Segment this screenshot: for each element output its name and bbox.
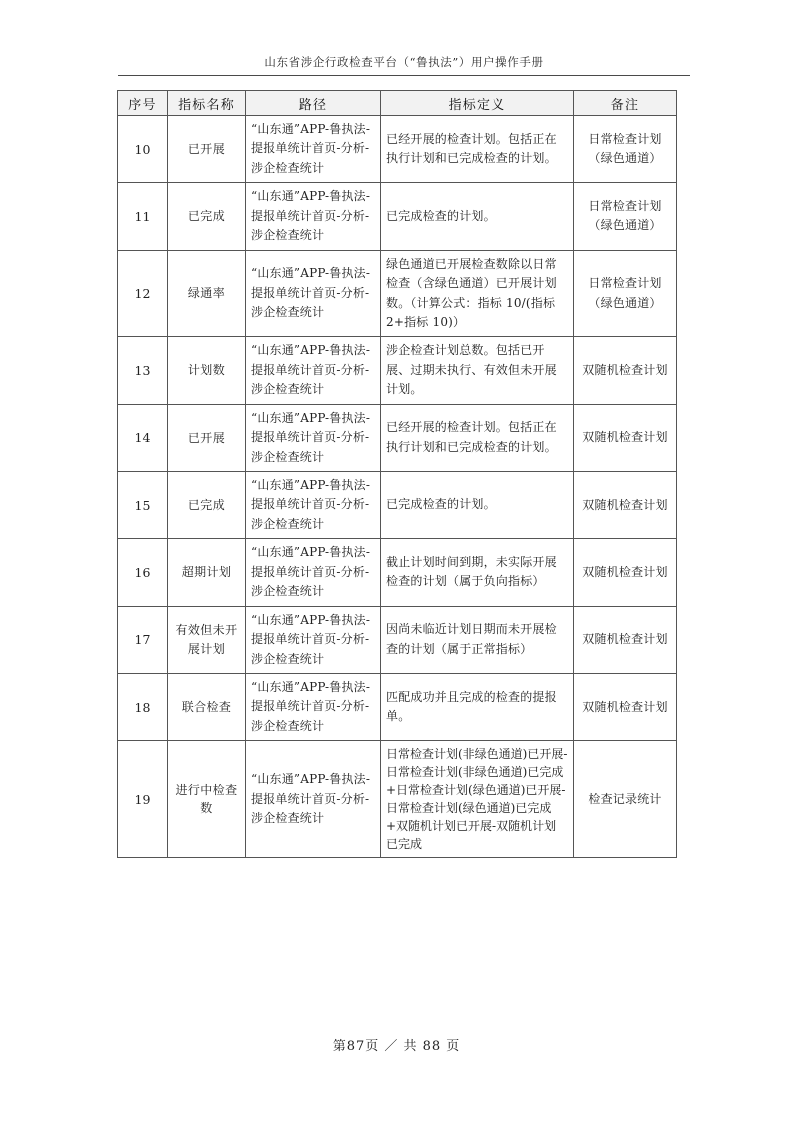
- cell-note: 日常检查计划（绿色通道）: [574, 250, 677, 337]
- table-row: [118, 250, 677, 337]
- cell-note: 双随机检查计划: [574, 606, 677, 673]
- cell-path: “山东通”APP-鲁执法-提报单统计首页-分析-涉企检查统计: [246, 250, 381, 337]
- column-header-path: 路径: [246, 91, 381, 116]
- table-row: [118, 539, 677, 606]
- running-header: [118, 54, 690, 76]
- cell-index: 12: [118, 250, 168, 337]
- cell-note: 双随机检查计划: [574, 337, 677, 404]
- cell-path: “山东通”APP-鲁执法-提报单统计首页-分析-涉企检查统计: [246, 472, 381, 539]
- cell-definition: 匹配成功并且完成的检查的提报单。: [381, 673, 574, 740]
- column-header-no: 序号: [118, 91, 168, 116]
- cell-indicator-name: 绿通率: [168, 250, 246, 337]
- indicator-table: [117, 90, 677, 858]
- cell-definition: 日常检查计划(非绿色通道)已开展-日常检查计划(非绿色通道)已完成+日常检查计划(绿色通道)已开展-日常检查计划(绿色通道)已完成+双随机计划已开展-双随机计划已完成: [381, 741, 574, 858]
- column-header-def: 指标定义: [381, 91, 574, 116]
- cell-index: 13: [118, 337, 168, 404]
- cell-index: 10: [118, 116, 168, 183]
- cell-path: “山东通”APP-鲁执法-提报单统计首页-分析-涉企检查统计: [246, 183, 381, 250]
- running-header-title: 山东省涉企行政检查平台（“鲁执法”）用户操作手册: [264, 55, 544, 69]
- cell-definition: 因尚未临近计划日期而未开展检查的计划（属于正常指标）: [381, 606, 574, 673]
- cell-definition: 已完成检查的计划。: [381, 472, 574, 539]
- cell-indicator-name: 有效但未开展计划: [168, 606, 246, 673]
- column-header-note: 备注: [574, 91, 677, 116]
- page-footer: 第87页 ／ 共 88 页: [332, 1039, 461, 1054]
- cell-note: 双随机检查计划: [574, 673, 677, 740]
- cell-note: 日常检查计划（绿色通道）: [574, 183, 677, 250]
- cell-path: “山东通”APP-鲁执法-提报单统计首页-分析-涉企检查统计: [246, 116, 381, 183]
- cell-path: “山东通”APP-鲁执法-提报单统计首页-分析-涉企检查统计: [246, 337, 381, 404]
- cell-path: “山东通”APP-鲁执法-提报单统计首页-分析-涉企检查统计: [246, 606, 381, 673]
- cell-indicator-name: 超期计划: [168, 539, 246, 606]
- cell-index: 14: [118, 404, 168, 471]
- table-body: [118, 116, 677, 858]
- table-row: [118, 606, 677, 673]
- cell-note: 双随机检查计划: [574, 404, 677, 471]
- table-header: [118, 91, 677, 116]
- cell-index: 19: [118, 741, 168, 858]
- cell-path: “山东通”APP-鲁执法-提报单统计首页-分析-涉企检查统计: [246, 673, 381, 740]
- cell-indicator-name: 计划数: [168, 337, 246, 404]
- cell-index: 16: [118, 539, 168, 606]
- table-row: [118, 183, 677, 250]
- cell-note: 检查记录统计: [574, 741, 677, 858]
- cell-definition: 绿色通道已开展检查数除以日常检查（含绿色通道）已开展计划数。（计算公式：指标 10/(指标 2+指标 10)）: [381, 250, 574, 337]
- cell-index: 15: [118, 472, 168, 539]
- cell-note: 双随机检查计划: [574, 472, 677, 539]
- cell-index: 17: [118, 606, 168, 673]
- cell-indicator-name: 已完成: [168, 183, 246, 250]
- cell-definition: 已经开展的检查计划。包括正在执行计划和已完成检查的计划。: [381, 404, 574, 471]
- cell-index: 18: [118, 673, 168, 740]
- table-row: [118, 673, 677, 740]
- cell-indicator-name: 已完成: [168, 472, 246, 539]
- cell-indicator-name: 联合检查: [168, 673, 246, 740]
- cell-definition: 已经开展的检查计划。包括正在执行计划和已完成检查的计划。: [381, 116, 574, 183]
- table-header-row: [118, 91, 677, 116]
- indicator-table-container: [117, 90, 676, 858]
- cell-indicator-name: 已开展: [168, 116, 246, 183]
- header-rule: [118, 75, 690, 76]
- cell-path: “山东通”APP-鲁执法-提报单统计首页-分析-涉企检查统计: [246, 539, 381, 606]
- table-row: [118, 404, 677, 471]
- cell-note: 日常检查计划（绿色通道）: [574, 116, 677, 183]
- table-row: [118, 337, 677, 404]
- table-row: [118, 116, 677, 183]
- cell-index: 11: [118, 183, 168, 250]
- cell-path: “山东通”APP-鲁执法-提报单统计首页-分析-涉企检查统计: [246, 404, 381, 471]
- cell-definition: 已完成检查的计划。: [381, 183, 574, 250]
- cell-definition: 截止计划时间到期，未实际开展检查的计划（属于负向指标）: [381, 539, 574, 606]
- cell-indicator-name: 进行中检查数: [168, 741, 246, 858]
- cell-note: 双随机检查计划: [574, 539, 677, 606]
- cell-path: “山东通”APP-鲁执法-提报单统计首页-分析-涉企检查统计: [246, 741, 381, 858]
- cell-indicator-name: 已开展: [168, 404, 246, 471]
- table-row: [118, 741, 677, 858]
- cell-definition: 涉企检查计划总数。包括已开展、过期未执行、有效但未开展计划。: [381, 337, 574, 404]
- table-row: [118, 472, 677, 539]
- column-header-name: 指标名称: [168, 91, 246, 116]
